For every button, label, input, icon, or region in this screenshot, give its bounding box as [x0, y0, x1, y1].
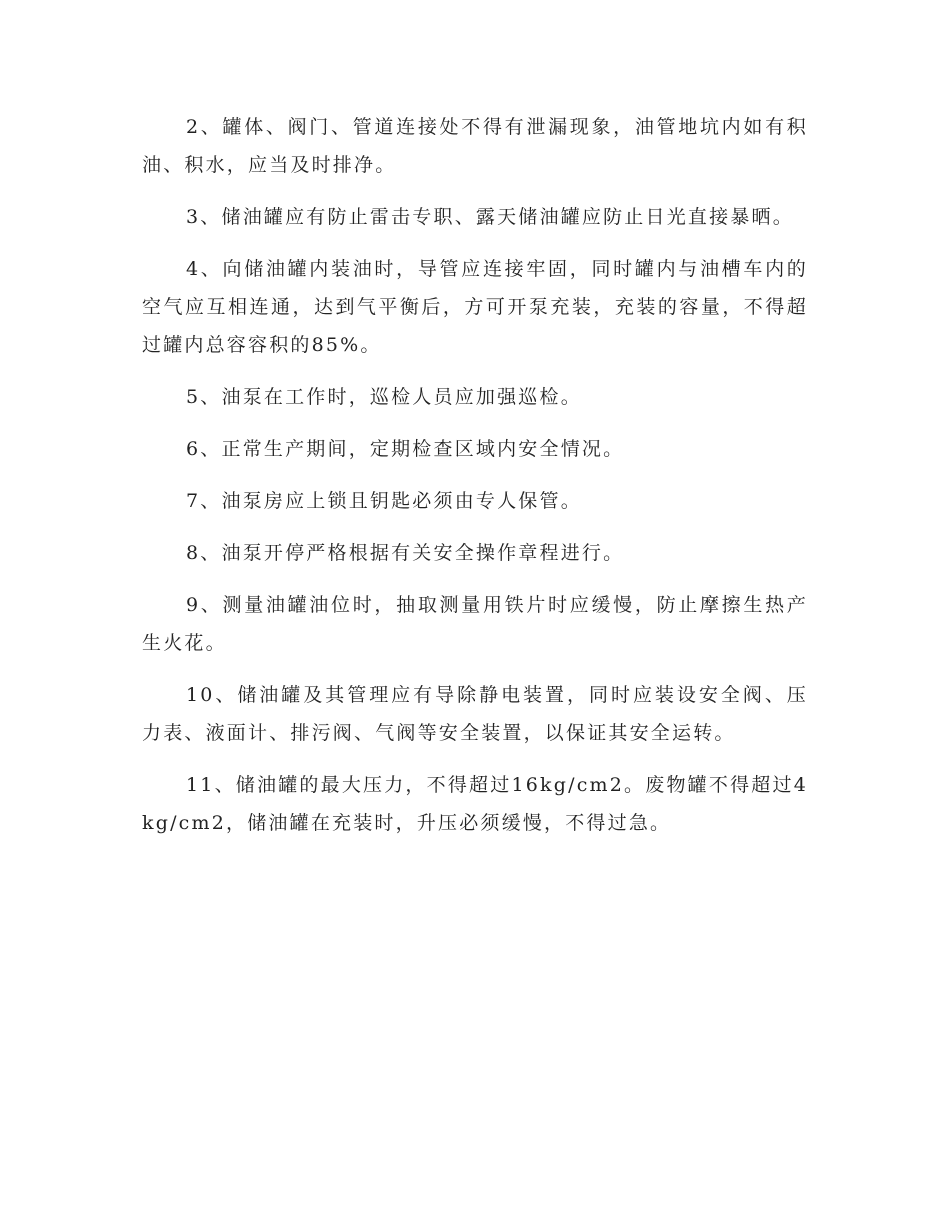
paragraph-item-6: 6、正常生产期间，定期检查区域内安全情况。	[186, 438, 625, 460]
paragraph-item-5: 5、油泵在工作时，巡检人员应加强巡检。	[186, 386, 582, 408]
paragraph-item-10: 10、储油罐及其管理应有导除静电装置，同时应装设安全阀、压力表、液面计、排污阀、气阀等安全装置，以保证其安全运转。	[142, 684, 808, 744]
paragraph-item-4: 4、向储油罐内装油时，导管应连接牢固，同时罐内与油槽车内的空气应互相连通，达到气平衡后，方可开泵充装，充装的容量，不得超过罐内总容容积的85%。	[142, 258, 808, 356]
paragraph-item-11: 11、储油罐的最大压力，不得超过16kg/cm2。废物罐不得超过4kg/cm2，储油罐在充装时，升压必须缓慢，不得过急。	[142, 774, 808, 834]
paragraph-item-2: 2、罐体、阀门、管道连接处不得有泄漏现象，油管地坑内如有积油、积水，应当及时排净。	[142, 116, 808, 176]
paragraph-item-7: 7、油泵房应上锁且钥匙必须由专人保管。	[186, 490, 582, 512]
document-body	[142, 108, 808, 842]
paragraph-item-9: 9、测量油罐油位时，抽取测量用铁片时应缓慢，防止摩擦生热产生火花。	[142, 594, 808, 654]
paragraph-item-3: 3、储油罐应有防止雷击专职、露天储油罐应防止日光直接暴晒。	[186, 206, 794, 228]
paragraph-item-8: 8、油泵开停严格根据有关安全操作章程进行。	[186, 542, 625, 564]
